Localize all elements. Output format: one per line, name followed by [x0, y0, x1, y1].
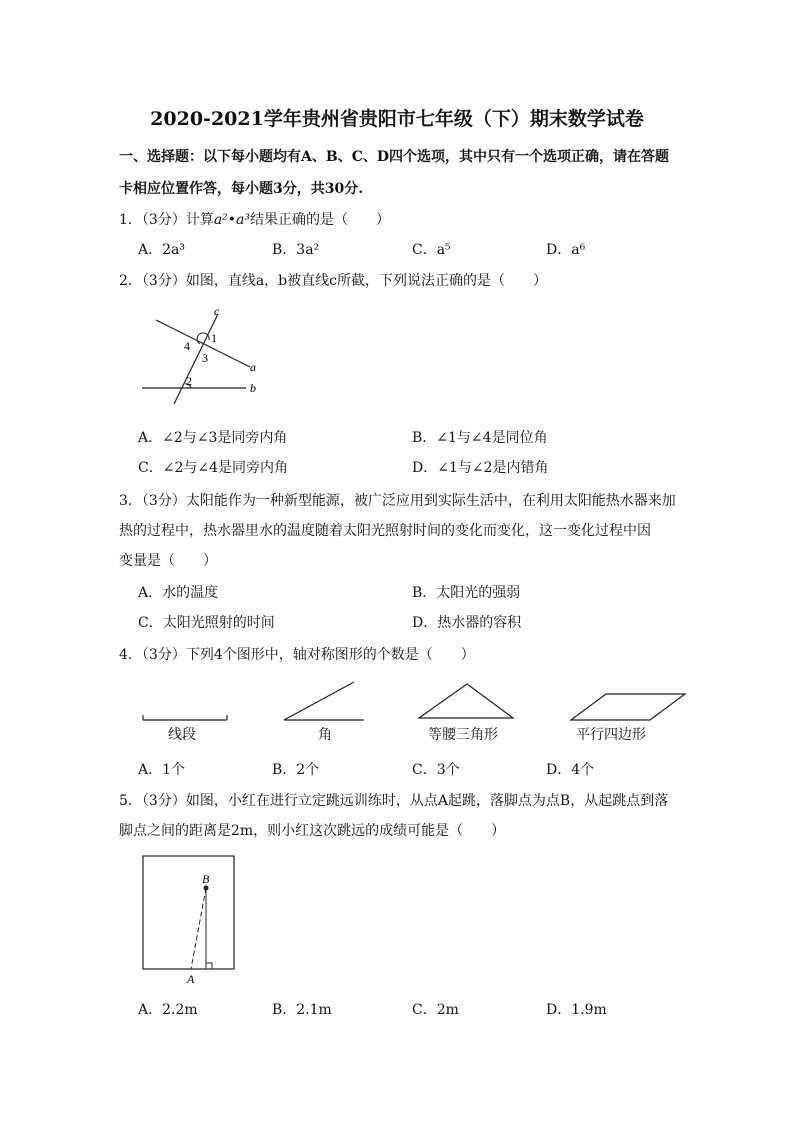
q2-label-4: 4: [184, 339, 190, 353]
question-2-stem: 2．（3分）如图，直线a，b被直线c所截，下列说法正确的是（ ）: [119, 273, 547, 289]
page-title: 2020-2021学年贵州省贵阳市七年级（下）期末数学试卷: [150, 108, 644, 130]
q2-label-1: 1: [211, 331, 217, 345]
q3-option-a: A．水的温度: [138, 585, 219, 601]
q4-option-c: C．3个: [412, 762, 460, 778]
q2-label-b: b: [250, 381, 256, 395]
q5-option-d: D．1.9m: [546, 1002, 607, 1018]
q1-option-b: B．3a²: [272, 242, 320, 258]
question-4-stem: 4．（3分）下列4个图形中，轴对称图形的个数是（ ）: [119, 647, 475, 663]
q5-label-a: A: [187, 972, 195, 986]
q4-option-a: A．1个: [138, 762, 186, 778]
q3-option-b: B．太阳光的强弱: [412, 585, 521, 601]
q4-option-d: D．4个: [546, 762, 595, 778]
q2-label-2: 2: [186, 374, 192, 388]
q2-label-3: 3: [202, 351, 208, 365]
q4-caption-triangle: 等腰三角形: [428, 727, 498, 743]
q5-label-b: B: [202, 872, 210, 886]
q1-option-a: A．2a³: [138, 242, 185, 258]
q4-caption-angle: 角: [318, 727, 332, 743]
q3-option-c: C．太阳光照射的时间: [138, 615, 275, 631]
question-3-line3: 变量是（ ）: [119, 553, 217, 569]
isosceles-triangle-shape: [419, 684, 513, 718]
q2-option-b: B．∠1与∠4是同位角: [412, 430, 548, 446]
q1-expression: a²•a³: [213, 212, 251, 228]
section-header-line1: 一、选择题：以下每小题均有A、B、C、D四个选项，其中只有一个选项正确，请在答题: [119, 149, 669, 165]
q2-option-d: D．∠1与∠2是内错角: [412, 460, 549, 476]
q2-option-a: A．∠2与∠3是同旁内角: [138, 430, 288, 446]
q5-option-a: A．2.2m: [138, 1002, 198, 1018]
q2-label-a: a: [250, 360, 256, 374]
q5-option-c: C．2m: [412, 1002, 459, 1018]
question-5-line1: 5．（3分）如图，小红在进行立定跳远训练时，从点A起跳，落脚点为点B，从起跳点到落: [119, 793, 669, 809]
q5-option-b: B．2.1m: [272, 1002, 332, 1018]
q1-stem-suffix: 结果正确的是（ ）: [250, 212, 391, 228]
q2-label-c: c: [214, 304, 220, 318]
section-header-line2: 卡相应位置作答，每小题3分，共30分.: [119, 181, 364, 197]
q1-option-d: D．a⁶: [546, 242, 586, 258]
question-3-line1: 3．（3分）太阳能作为一种新型能源，被广泛应用到实际生活中，在利用太阳能热水器来加: [119, 493, 676, 509]
parallelogram-shape: [571, 694, 685, 720]
q5-long-jump-figure: [138, 852, 242, 988]
q2-option-c: C．∠2与∠4是同旁内角: [138, 460, 288, 476]
q1-stem-prefix: 1．（3分）计算: [119, 212, 214, 228]
q4-shapes-figure: [140, 676, 690, 726]
q3-option-d: D．热水器的容积: [412, 615, 522, 631]
q4-caption-parallelogram: 平行四边形: [576, 727, 646, 743]
q2-transversal-figure: [138, 300, 278, 410]
question-1-stem: [119, 209, 390, 229]
question-3-line2: 热的过程中，热水器里水的温度随着太阳光照射时间的变化而变化，这一变化过程中因: [119, 523, 651, 539]
q1-option-c: C．a⁵: [412, 242, 451, 258]
q4-option-b: B．2个: [272, 762, 320, 778]
angle-shape: [284, 682, 364, 720]
question-5-line2: 脚点之间的距离是2m，则小红这次跳远的成绩可能是（ ）: [119, 823, 506, 839]
q4-caption-segment: 线段: [168, 727, 196, 743]
